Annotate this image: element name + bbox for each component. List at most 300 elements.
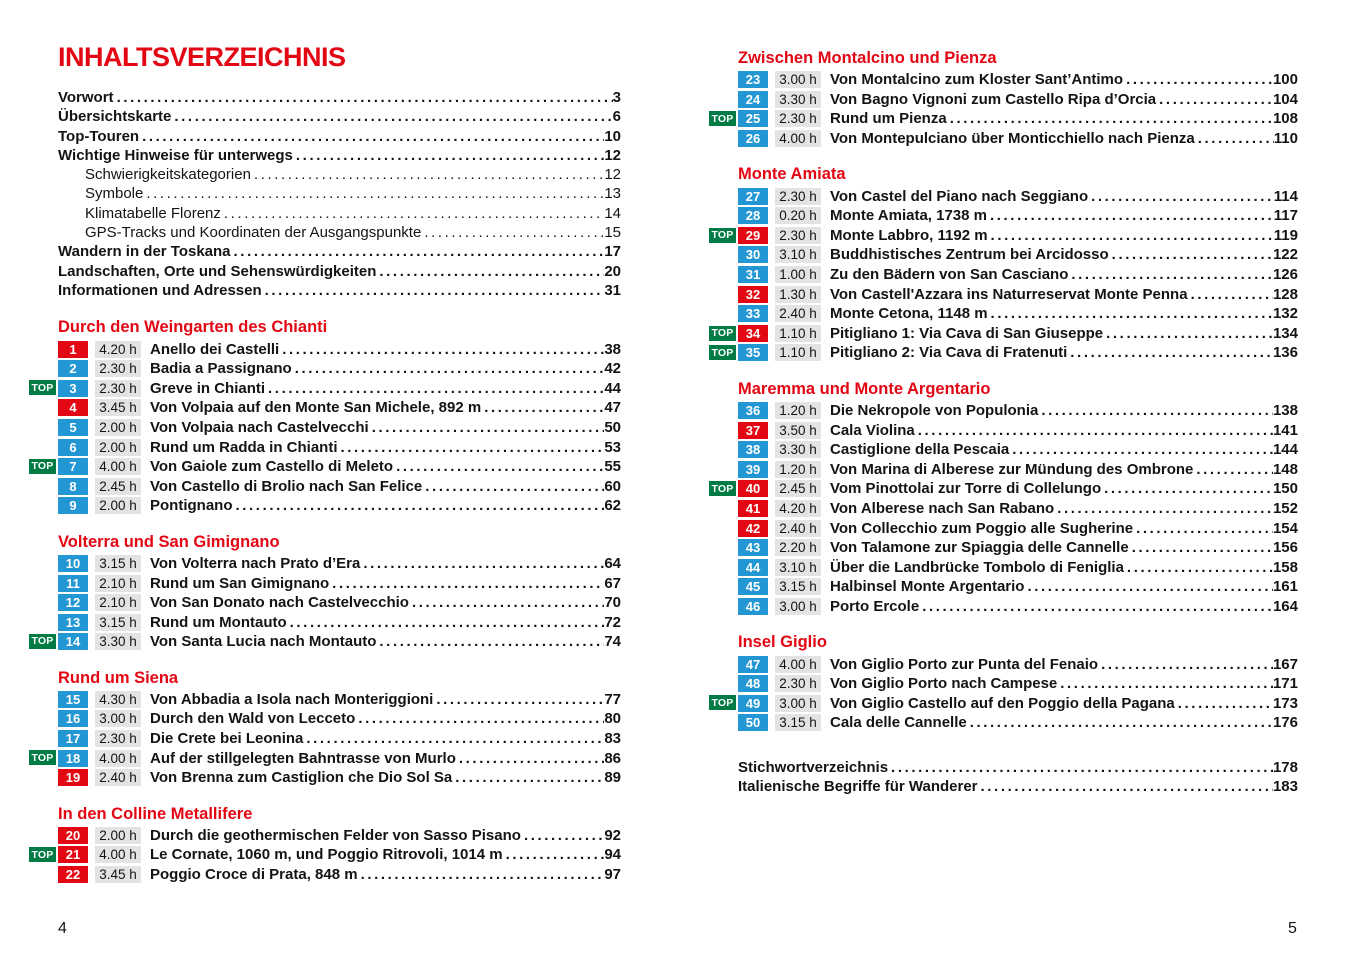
tour-number-badge: 5 xyxy=(58,419,88,436)
dot-leader xyxy=(409,594,604,611)
tour-number-badge: 31 xyxy=(738,266,768,283)
tour-main xyxy=(830,578,1298,595)
tour-number-badge: 45 xyxy=(738,578,768,595)
toc-entry xyxy=(58,89,621,108)
section-heading: Insel Giglio xyxy=(738,633,827,652)
tour-title: Über die Landbrücke Tombolo di Feniglia xyxy=(830,558,1124,576)
tour-number-badge: 40 xyxy=(738,480,768,497)
tour-duration: 2.40 h xyxy=(775,520,821,537)
tour-duration: 2.30 h xyxy=(95,360,141,377)
tour-duration: 4.00 h xyxy=(95,846,141,863)
tour-duration: 3.00 h xyxy=(775,71,821,88)
tour-duration: 2.00 h xyxy=(95,497,141,514)
tour-entry xyxy=(738,499,1298,519)
toc-entry xyxy=(58,128,621,147)
tour-main xyxy=(150,866,621,883)
tour-page: 83 xyxy=(604,730,621,748)
dot-leader xyxy=(1057,675,1273,692)
tour-main xyxy=(150,633,621,650)
tour-page: 104 xyxy=(1272,90,1298,108)
tour-title: Monte Amiata, 1738 m xyxy=(830,207,987,225)
tour-entry xyxy=(738,284,1298,304)
tour-entry xyxy=(738,304,1298,324)
tour-title: Von Giglio Porto zur Punta del Fenaio xyxy=(830,655,1099,673)
tour-number-badge: 27 xyxy=(738,188,768,205)
tour-page: 176 xyxy=(1272,714,1298,732)
tour-main xyxy=(830,246,1298,263)
tour-entry xyxy=(31,845,621,865)
tour-number-badge: 39 xyxy=(738,461,768,478)
tour-page: 97 xyxy=(604,866,621,884)
tour-entry xyxy=(738,440,1298,460)
tour-number-badge: 11 xyxy=(58,575,88,592)
tour-entry xyxy=(58,768,621,788)
tour-number-badge: 3 xyxy=(58,380,88,397)
tour-page: 138 xyxy=(1272,402,1298,420)
dot-leader xyxy=(421,224,604,241)
toc-section xyxy=(31,317,621,515)
tour-number-badge: 25 xyxy=(738,110,768,127)
tour-main xyxy=(150,730,621,747)
dot-leader xyxy=(1038,402,1273,419)
tour-title: Cala Violina xyxy=(830,421,915,439)
tour-title: Von Santa Lucia nach Montauto xyxy=(150,633,377,651)
tour-entry xyxy=(58,612,621,632)
tour-number-badge: 24 xyxy=(738,91,768,108)
tour-title: Greve in Chianti xyxy=(150,379,266,397)
tour-entry xyxy=(738,460,1298,480)
dot-leader xyxy=(114,89,613,106)
toc-entry-page: 15 xyxy=(604,224,621,242)
tour-main xyxy=(830,188,1298,205)
tour-page: 64 xyxy=(604,554,621,572)
tour-duration: 3.30 h xyxy=(775,91,821,108)
tour-duration: 3.00 h xyxy=(95,710,141,727)
dot-leader xyxy=(1024,578,1273,595)
tour-page: 173 xyxy=(1272,694,1298,712)
tour-title: Von Volterra nach Prato d’Era xyxy=(150,554,361,572)
tour-main xyxy=(150,594,621,611)
tour-number-badge: 12 xyxy=(58,594,88,611)
tour-title: Von Montalcino zum Kloster Sant’Antimo xyxy=(830,71,1124,89)
tour-main xyxy=(150,827,621,844)
tour-title: Von Brenna zum Castiglion che Dio Sol Sa xyxy=(150,769,453,787)
dot-leader xyxy=(292,360,605,377)
tour-main xyxy=(150,341,621,358)
tour-main xyxy=(150,439,621,456)
tour-duration: 1.10 h xyxy=(775,344,821,361)
toc-entry xyxy=(738,759,1298,778)
tour-entry xyxy=(58,593,621,613)
tour-number-badge: 42 xyxy=(738,520,768,537)
tour-entry xyxy=(738,90,1298,110)
tour-duration: 2.45 h xyxy=(775,480,821,497)
toc-entry xyxy=(58,108,621,127)
tour-entry xyxy=(711,479,1298,499)
tour-entry xyxy=(738,265,1298,285)
toc-entry-label: Top-Touren xyxy=(58,127,140,145)
dot-leader xyxy=(355,710,604,727)
tour-entry xyxy=(738,518,1298,538)
tour-main xyxy=(150,691,621,708)
toc-entry-label: Italienische Begriffe für Wanderer xyxy=(738,777,978,795)
tour-entry xyxy=(738,401,1298,421)
tour-page: 164 xyxy=(1272,597,1298,615)
tour-number-badge: 2 xyxy=(58,360,88,377)
tour-title: Halbinsel Monte Argentario xyxy=(830,578,1025,596)
tour-title: Von Castello di Brolio nach San Felice xyxy=(150,477,423,495)
right-sections xyxy=(711,48,1298,733)
dot-leader xyxy=(358,866,605,883)
tour-entry xyxy=(31,457,621,477)
tour-entry xyxy=(738,538,1298,558)
tour-duration: 2.30 h xyxy=(95,730,141,747)
tour-main xyxy=(830,286,1298,303)
toc-entry-page: 12 xyxy=(604,166,621,184)
dot-leader xyxy=(369,419,605,436)
toc-entry-page: 10 xyxy=(604,127,621,145)
tour-page: 156 xyxy=(1272,539,1298,557)
tour-duration: 2.00 h xyxy=(95,419,141,436)
tour-duration: 1.30 h xyxy=(775,286,821,303)
tour-title: Von Giglio Castello auf den Poggio della Pagana xyxy=(830,694,1175,712)
tour-page: 161 xyxy=(1272,578,1298,596)
tour-number-badge: 38 xyxy=(738,441,768,458)
tour-number-badge: 34 xyxy=(738,325,768,342)
tour-entry xyxy=(58,865,621,885)
tour-main xyxy=(150,769,621,786)
left-sections xyxy=(31,317,621,884)
tour-main xyxy=(830,325,1298,342)
tour-main xyxy=(150,360,621,377)
tour-page: 114 xyxy=(1273,187,1298,205)
tour-duration: 2.00 h xyxy=(95,439,141,456)
tour-page: 94 xyxy=(604,846,621,864)
tour-title: Zu den Bädern von San Casciano xyxy=(830,266,1069,284)
tour-title: Anello dei Castelli xyxy=(150,340,280,358)
tour-number-badge: 4 xyxy=(58,399,88,416)
tour-title: Die Nekropole von Populonia xyxy=(830,402,1039,420)
tour-main xyxy=(830,695,1298,712)
tour-entry xyxy=(58,339,621,359)
tour-page: 42 xyxy=(604,360,621,378)
tour-main xyxy=(150,399,621,416)
top-badge: TOP xyxy=(709,345,736,360)
tour-title: Le Cornate, 1060 m, und Poggio Ritrovoli, 1014 m xyxy=(150,846,503,864)
tour-entry xyxy=(58,729,621,749)
dot-leader xyxy=(393,458,604,475)
tour-page: 67 xyxy=(604,574,621,592)
dot-leader xyxy=(1009,441,1273,458)
tour-entry xyxy=(711,324,1298,344)
dot-leader xyxy=(433,691,604,708)
toc-entry-label: Wandern in der Toskana xyxy=(58,243,231,261)
tour-main xyxy=(830,714,1298,731)
tour-title: Von Bagno Vignoni zum Castello Ripa d’Orcia xyxy=(830,90,1157,108)
tour-entry xyxy=(738,577,1298,597)
dot-leader xyxy=(521,827,604,844)
tour-title: Buddhistisches Zentrum bei Arcidosso xyxy=(830,246,1109,264)
tour-number-badge: 14 xyxy=(58,633,88,650)
tour-entry xyxy=(58,690,621,710)
section-heading: Monte Amiata xyxy=(738,165,846,184)
tour-number-badge: 30 xyxy=(738,246,768,263)
tour-page: 150 xyxy=(1272,480,1298,498)
dot-leader xyxy=(293,147,604,164)
toc-entry-page: 20 xyxy=(604,262,621,280)
toc-entry xyxy=(58,185,621,204)
top-badge: TOP xyxy=(709,481,736,496)
top-badge: TOP xyxy=(29,380,56,395)
toc-entry xyxy=(58,147,621,166)
tour-entry xyxy=(31,632,621,652)
tour-page: 117 xyxy=(1273,207,1298,225)
tour-number-badge: 50 xyxy=(738,714,768,731)
tour-entry xyxy=(711,693,1298,713)
tour-page: 110 xyxy=(1273,130,1298,148)
tour-main xyxy=(830,71,1298,88)
tour-main xyxy=(830,656,1298,673)
tour-entry xyxy=(711,343,1298,363)
tour-duration: 3.15 h xyxy=(95,614,141,631)
dot-leader xyxy=(1188,286,1273,303)
tour-page: 55 xyxy=(604,458,621,476)
dot-leader xyxy=(988,227,1274,244)
tour-title: Von Abbadia a Isola nach Monteriggioni xyxy=(150,690,434,708)
toc-entry-label: Landschaften, Orte und Sehenswürdigkeiten xyxy=(58,262,377,280)
tour-number-badge: 15 xyxy=(58,691,88,708)
dot-leader xyxy=(1098,656,1273,673)
page-left xyxy=(31,0,621,884)
tour-duration: 4.00 h xyxy=(95,750,141,767)
dot-leader xyxy=(143,185,604,202)
toc-section xyxy=(711,48,1298,148)
tour-entry xyxy=(738,245,1298,265)
tour-title: Castiglione della Pescaia xyxy=(830,441,1010,459)
dot-leader xyxy=(1088,188,1274,205)
tour-duration: 4.20 h xyxy=(95,341,141,358)
toc-entry-page: 13 xyxy=(604,185,621,203)
tour-page: 47 xyxy=(604,399,621,417)
tour-title: Von Alberese nach San Rabano xyxy=(830,499,1055,517)
toc-entry xyxy=(58,263,621,282)
tour-duration: 2.10 h xyxy=(95,575,141,592)
dot-leader xyxy=(1068,266,1273,283)
tour-main xyxy=(830,402,1298,419)
tour-main xyxy=(150,497,621,514)
tour-page: 53 xyxy=(604,438,621,456)
dot-leader xyxy=(978,778,1273,795)
tour-page: 62 xyxy=(604,497,621,515)
tour-entry xyxy=(58,437,621,457)
toc-entry-page: 31 xyxy=(604,281,621,299)
tour-entry xyxy=(738,129,1298,149)
tour-title: Von Castel del Piano nach Seggiano xyxy=(830,187,1089,205)
toc-entry-page: 14 xyxy=(604,204,621,222)
section-heading: Rund um Siena xyxy=(58,668,179,687)
dot-leader xyxy=(967,714,1273,731)
tour-title: Rund um Pienza xyxy=(830,110,947,128)
tour-main xyxy=(150,710,621,727)
tour-main xyxy=(830,500,1298,517)
tour-main xyxy=(830,441,1298,458)
dot-leader xyxy=(279,341,604,358)
tour-page: 80 xyxy=(604,710,621,728)
tour-entry xyxy=(58,554,621,574)
tour-entry xyxy=(738,186,1298,206)
tour-main xyxy=(150,478,621,495)
tour-number-badge: 9 xyxy=(58,497,88,514)
tour-entry xyxy=(58,496,621,516)
dot-leader xyxy=(1054,500,1273,517)
tour-main xyxy=(830,344,1298,361)
tour-duration: 2.40 h xyxy=(775,305,821,322)
dot-leader xyxy=(1195,130,1274,147)
tour-number-badge: 6 xyxy=(58,439,88,456)
tour-duration: 3.15 h xyxy=(775,578,821,595)
tour-title: Von Collecchio zum Poggio alle Sugherine xyxy=(830,519,1134,537)
tour-duration: 3.30 h xyxy=(95,633,141,650)
tour-title: Auf der stillgelegten Bahntrasse von Murlo xyxy=(150,749,456,767)
dot-leader xyxy=(360,555,604,572)
tour-number-badge: 1 xyxy=(58,341,88,358)
tour-number-badge: 22 xyxy=(58,866,88,883)
toc-entry-page: 183 xyxy=(1272,777,1298,795)
toc-entry xyxy=(58,282,621,301)
tour-main xyxy=(830,227,1298,244)
tour-number-badge: 8 xyxy=(58,478,88,495)
dot-leader xyxy=(452,769,604,786)
tour-duration: 4.00 h xyxy=(775,656,821,673)
tour-number-badge: 47 xyxy=(738,656,768,673)
tour-entry xyxy=(738,557,1298,577)
tour-page: 72 xyxy=(604,613,621,631)
toc-section xyxy=(31,668,621,788)
tour-main xyxy=(830,461,1298,478)
tour-page: 50 xyxy=(604,418,621,436)
tour-duration: 3.10 h xyxy=(775,559,821,576)
tour-entry xyxy=(738,70,1298,90)
tour-title: Von Castell'Azzara ins Naturreservat Monte Penna xyxy=(830,285,1188,303)
tour-entry xyxy=(738,420,1298,440)
tour-page: 100 xyxy=(1272,71,1298,89)
tour-page: 154 xyxy=(1272,519,1298,537)
tour-title: Von Giglio Porto nach Campese xyxy=(830,675,1058,693)
tour-title: Die Crete bei Leonina xyxy=(150,730,304,748)
tour-number-badge: 49 xyxy=(738,695,768,712)
top-badge: TOP xyxy=(29,847,56,862)
tour-number-badge: 32 xyxy=(738,286,768,303)
dot-leader xyxy=(221,205,604,222)
tour-duration: 1.20 h xyxy=(775,402,821,419)
tour-page: 108 xyxy=(1272,110,1298,128)
dot-leader xyxy=(265,380,604,397)
toc-entry-label: Übersichtskarte xyxy=(58,108,172,126)
back-matter-list xyxy=(738,759,1298,798)
tour-title: Von Volpaia auf den Monte San Michele, 892 m xyxy=(150,399,482,417)
dot-leader xyxy=(481,399,604,416)
tour-number-badge: 28 xyxy=(738,207,768,224)
page-right xyxy=(711,0,1298,797)
tour-duration: 4.00 h xyxy=(95,458,141,475)
tour-duration: 4.30 h xyxy=(95,691,141,708)
dot-leader xyxy=(456,750,604,767)
tour-entry xyxy=(31,748,621,768)
top-badge: TOP xyxy=(709,695,736,710)
dot-leader xyxy=(422,478,604,495)
tour-main xyxy=(830,422,1298,439)
tour-title: Von Marina di Alberese zur Mündung des Ombrone xyxy=(830,460,1194,478)
tour-page: 70 xyxy=(604,594,621,612)
tour-page: 60 xyxy=(604,477,621,495)
tour-page: 74 xyxy=(604,633,621,651)
tour-entry xyxy=(738,206,1298,226)
section-heading: In den Colline Metallifere xyxy=(58,804,253,823)
page-number-left: 4 xyxy=(58,920,67,937)
dot-leader xyxy=(1124,559,1273,576)
tour-number-badge: 43 xyxy=(738,539,768,556)
toc-entry-page: 6 xyxy=(612,108,621,126)
tour-number-badge: 46 xyxy=(738,598,768,615)
tour-duration: 3.30 h xyxy=(775,441,821,458)
tour-main xyxy=(830,207,1298,224)
tour-main xyxy=(830,266,1298,283)
dot-leader xyxy=(1103,325,1273,342)
page-number-right: 5 xyxy=(1288,920,1297,937)
top-badge: TOP xyxy=(709,228,736,243)
section-heading: Maremma und Monte Argentario xyxy=(738,379,991,398)
tour-title: Cala delle Cannelle xyxy=(830,714,967,732)
toc-entry-label: Stichwortverzeichnis xyxy=(738,758,889,776)
tour-entry xyxy=(58,826,621,846)
tour-entry xyxy=(738,713,1298,733)
tour-page: 144 xyxy=(1272,441,1298,459)
tour-entry xyxy=(31,378,621,398)
tour-title: Pitigliano 2: Via Cava di Fratenuti xyxy=(830,344,1068,362)
toc-entry-label: GPS-Tracks und Koordinaten der Ausgangspunkte xyxy=(85,224,422,242)
dot-leader xyxy=(1129,539,1273,556)
tour-entry xyxy=(58,573,621,593)
tour-title: Porto Ercole xyxy=(830,597,920,615)
tour-title: Badia a Passignano xyxy=(150,360,292,378)
tour-page: 77 xyxy=(604,690,621,708)
tour-title: Von Gaiole zum Castello di Meleto xyxy=(150,458,394,476)
tour-number-badge: 16 xyxy=(58,710,88,727)
tour-number-badge: 29 xyxy=(738,227,768,244)
tour-duration: 2.00 h xyxy=(95,827,141,844)
tour-duration: 2.30 h xyxy=(775,110,821,127)
tour-main xyxy=(830,598,1298,615)
tour-main xyxy=(830,559,1298,576)
tour-number-badge: 18 xyxy=(58,750,88,767)
tour-page: 136 xyxy=(1272,344,1298,362)
tour-title: Monte Cetona, 1148 m xyxy=(830,305,988,323)
dot-leader xyxy=(1175,695,1273,712)
tour-number-badge: 26 xyxy=(738,130,768,147)
tour-title: Poggio Croce di Prata, 848 m xyxy=(150,866,358,884)
tour-page: 158 xyxy=(1272,558,1298,576)
page-title: INHALTSVERZEICHNIS xyxy=(58,42,346,72)
tour-duration: 1.10 h xyxy=(775,325,821,342)
toc-entry xyxy=(58,205,621,224)
tour-page: 122 xyxy=(1272,246,1298,264)
tour-duration: 3.00 h xyxy=(775,598,821,615)
tour-duration: 2.10 h xyxy=(95,594,141,611)
toc-section xyxy=(711,164,1298,362)
tour-number-badge: 37 xyxy=(738,422,768,439)
tour-title: Rund um San Gimignano xyxy=(150,574,330,592)
tour-title: Von Montepulciano über Monticchiello nach Pienza xyxy=(830,130,1195,148)
